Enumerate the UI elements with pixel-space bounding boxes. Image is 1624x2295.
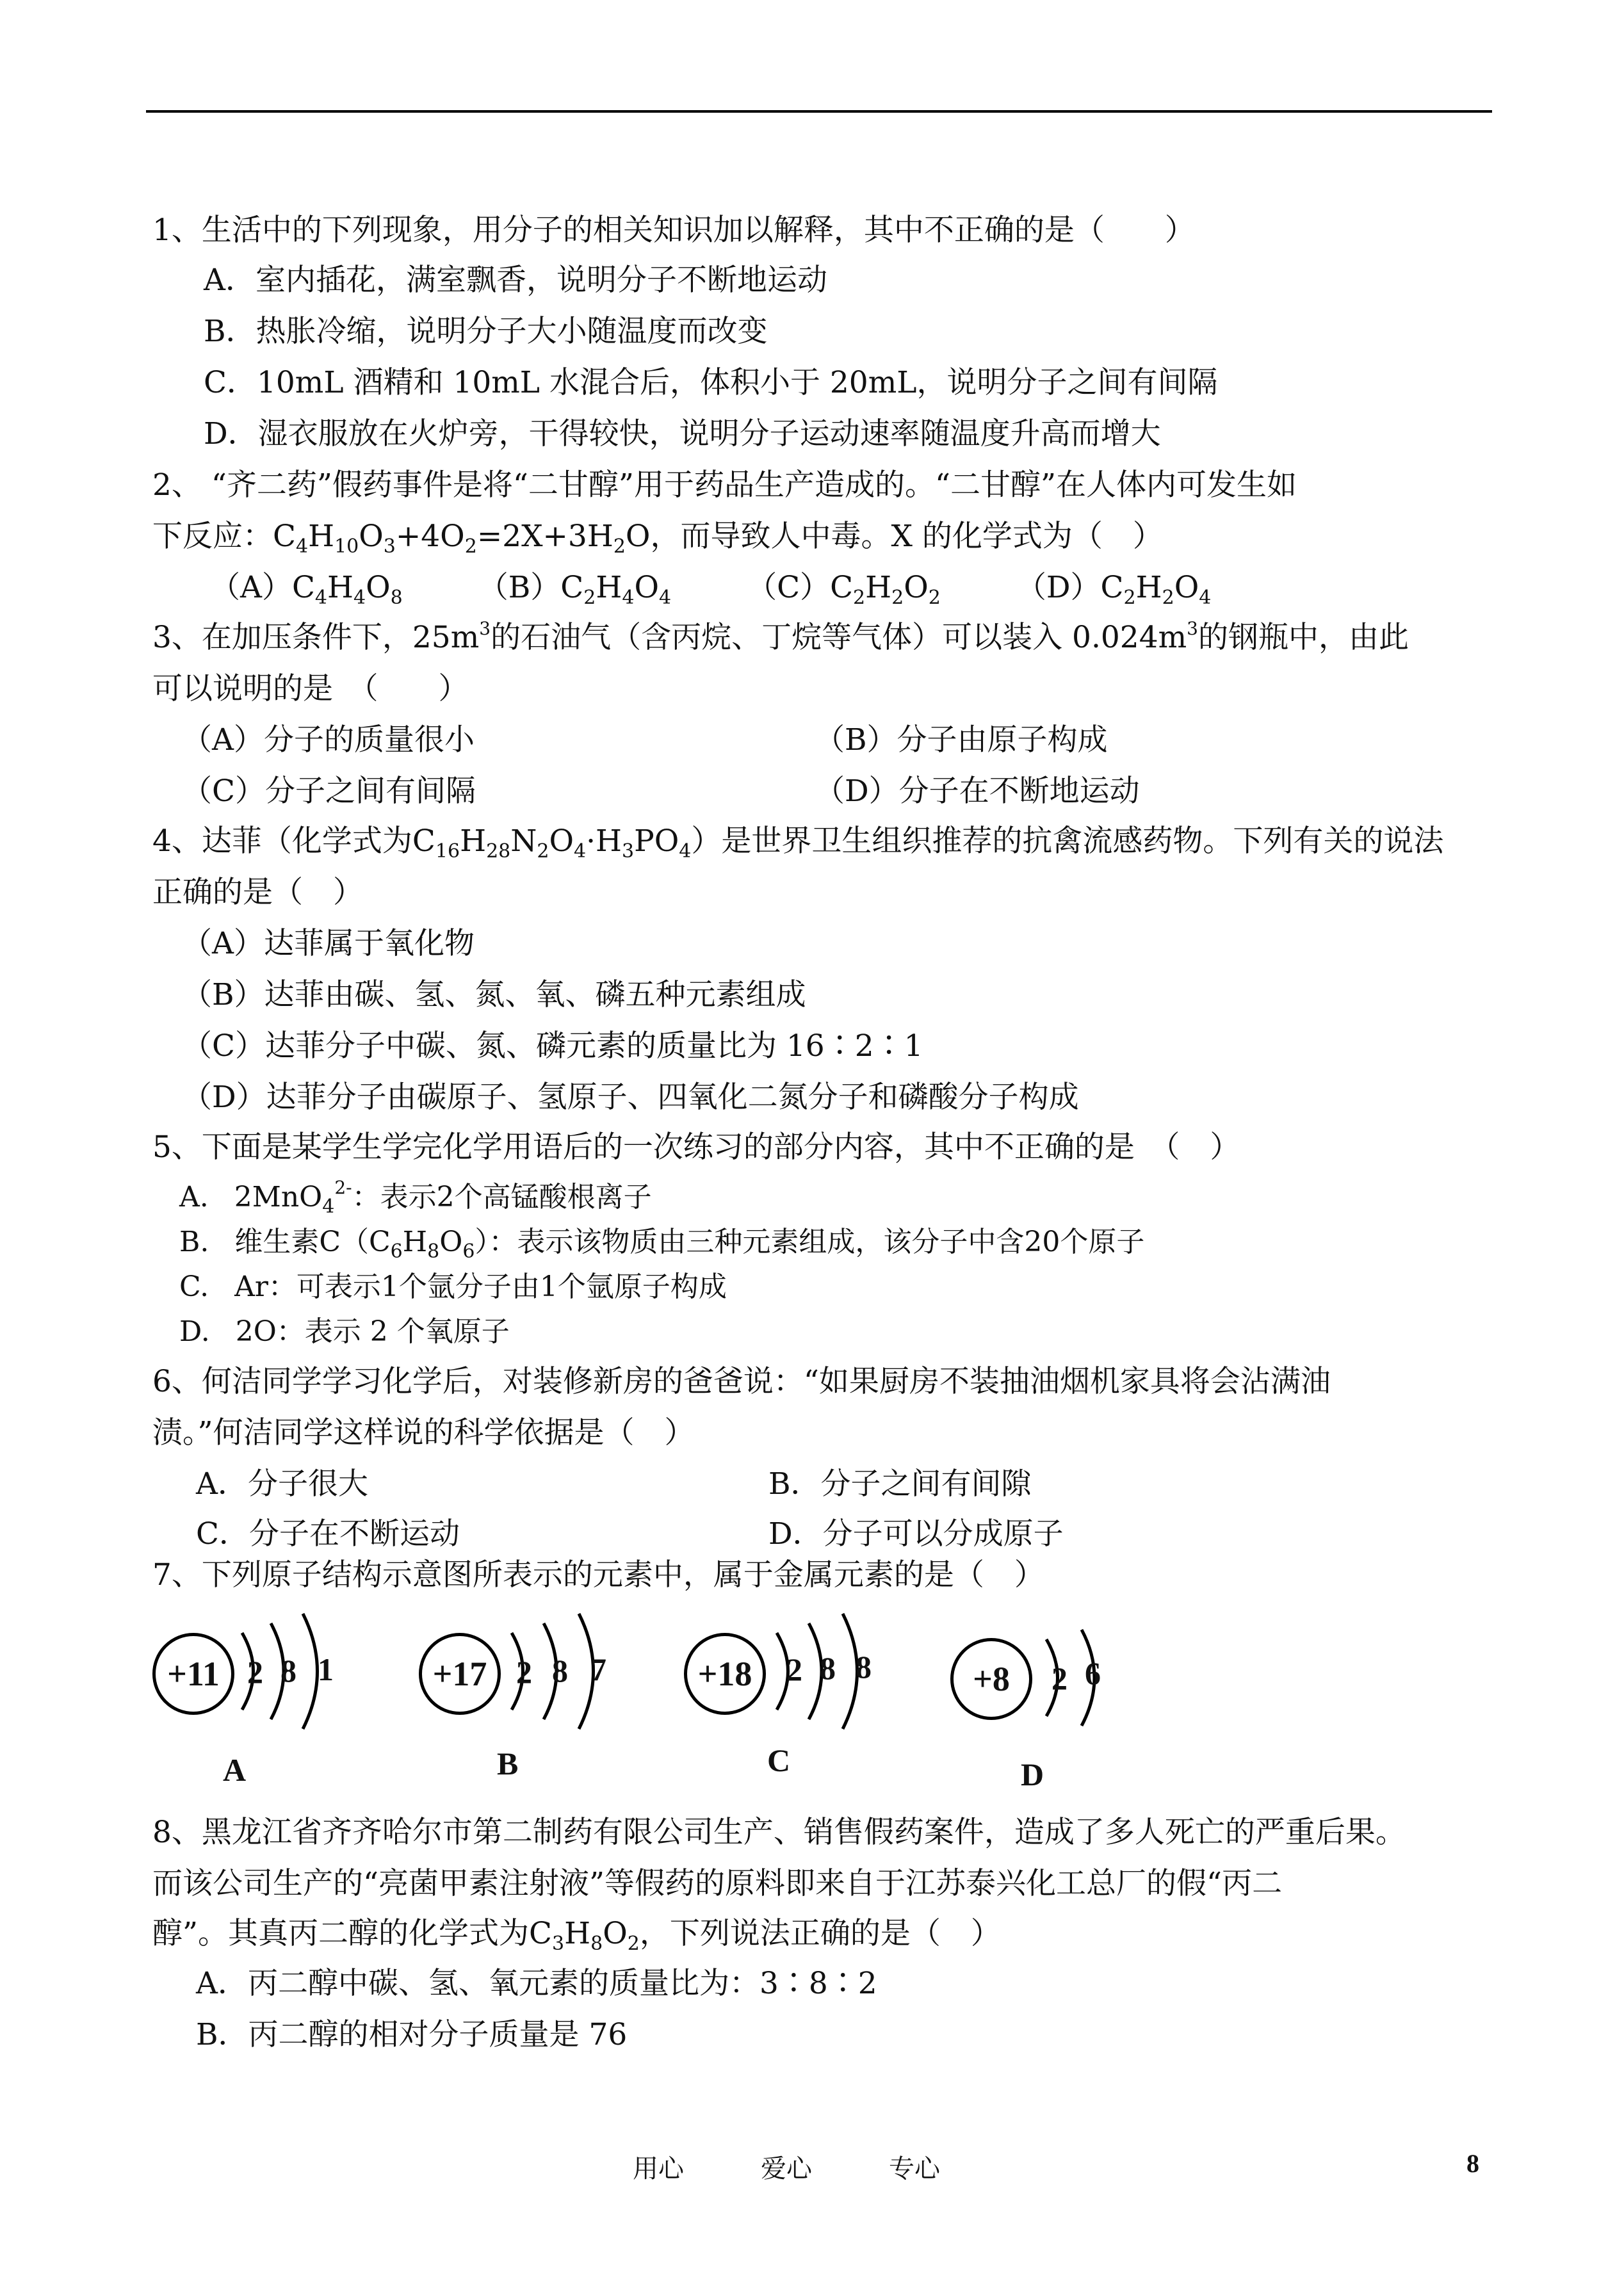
q4-formula: $C_{16}H_{28}N_2O_4\cdot H_3PO_4$ <box>412 823 692 863</box>
q6-stem-line1: 6、何洁同学学习化学后，对装修新房的爸爸说：“如果厨房不装抽油烟机家具将会沾满油 <box>152 1364 1331 1399</box>
footer-motto-1: 用心 <box>633 2154 684 2184</box>
q2-stem-prefix: 下反应： <box>152 519 273 554</box>
q4-stem-line2: 正确的是（ ） <box>152 875 363 910</box>
shell-1-electrons: 2 <box>786 1651 802 1687</box>
q4-option-b: （B）达菲由碳、氢、氮、氧、磷五种元素组成 <box>182 977 806 1012</box>
atom-diagram-b <box>419 1607 669 1806</box>
q2-option-a: $(A)C_4H_4O_8$ <box>210 570 403 609</box>
q8-formula: $C_3H_8O_2$ <box>529 1916 640 1955</box>
q6-option-c: C．分子在不断运动 <box>196 1516 460 1552</box>
shell-3-electrons: 8 <box>856 1649 872 1685</box>
q6-option-b: B．分子之间有间隙 <box>768 1466 1032 1502</box>
q6-stem-line2: 渍。”何洁同学这样说的科学依据是（ ） <box>152 1415 695 1450</box>
q4-option-c: （C）达菲分子中碳、氮、磷元素的质量比为 16∶2∶1 <box>182 1028 923 1064</box>
page-number: 8 <box>1466 2149 1479 2178</box>
q2-stem-suffix: ，而导致人中毒。X 的化学式为（ ） <box>650 519 1163 554</box>
q7-stem: 7、下列原子结构示意图所表示的元素中，属于金属元素的是（ ） <box>152 1557 1044 1593</box>
q3-option-d: （D）分子在不断地运动 <box>815 774 1140 809</box>
footer-motto-2: 爱心 <box>761 2154 812 2184</box>
q6-option-d: D．分子可以分成原子 <box>768 1516 1064 1552</box>
q4-option-d: （D）达菲分子由碳原子、氢原子、四氧化二氮分子和磷酸分子构成 <box>182 1080 1079 1115</box>
nucleus: +8 <box>950 1638 1032 1720</box>
q8-stem-line3: 醇”。其真丙二醇的化学式为$C_3H_8O_2$，下列说法正确的是（ ） <box>152 1916 1001 1955</box>
q2-options <box>210 569 1287 607</box>
q3-stem-line1: 3、在加压条件下，$25m^3$的石油气（含丙烷、丁烷等气体）可以装入 $0.024m^3$的钢瓶中，由此 <box>152 618 1409 655</box>
q8-stem-line1: 8、黑龙江省齐齐哈尔市第二制药有限公司生产、销售假药案件，造成了多人死亡的严重后果。 <box>152 1815 1406 1850</box>
q4-option-a: （A）达菲属于氧化物 <box>182 926 475 961</box>
shell-1-electrons: 2 <box>247 1654 263 1690</box>
q3-option-a: （A）分子的质量很小 <box>182 722 475 758</box>
q5-option-a: A. 2MnO$_4^{2-}$：表示2个高锰酸根离子 <box>179 1177 652 1218</box>
q8-stem-line2: 而该公司生产的“亮菌甲素注射液”等假药的原料即来自于江苏泰兴化工总厂的假“丙二 <box>152 1866 1283 1901</box>
q5-option-c: C. Ar：可表示1个氩分子由1个氩原子构成 <box>179 1270 727 1303</box>
shell-1-electrons: 2 <box>1052 1660 1068 1696</box>
shell-2-electrons: 8 <box>280 1653 296 1689</box>
atom-diagram-a <box>152 1607 402 1806</box>
header-rule <box>146 110 1492 113</box>
shell-3-electrons: 1 <box>318 1651 334 1687</box>
shell-3-electrons: 7 <box>590 1651 606 1687</box>
atom-label: D <box>1021 1756 1044 1792</box>
q8-option-b: B．丙二醇的相对分子质量是 76 <box>196 2017 628 2052</box>
q2-stem-line1: 2、 “齐二药”假药事件是将“二甘醇”用于药品生产造成的。“二甘醇”在人体内可发生如 <box>152 467 1297 503</box>
q1-option-b: B．热胀冷缩，说明分子大小随温度而改变 <box>204 314 768 349</box>
q1-option-a: A．室内插花，满室飘香，说明分子不断地运动 <box>204 263 827 298</box>
q1-stem: 1、生活中的下列现象，用分子的相关知识加以解释，其中不正确的是（ ） <box>152 213 1195 248</box>
atom-label: B <box>497 1746 519 1781</box>
shell-1-electrons: 2 <box>516 1654 532 1690</box>
q6-option-a: A．分子很大 <box>196 1466 368 1502</box>
q5-option-d: D. 2O：表示 2 个氧原子 <box>179 1315 510 1348</box>
shell-2-electrons: 8 <box>820 1650 836 1686</box>
atom-diagram-d <box>950 1607 1200 1806</box>
q8-option-a: A．丙二醇中碳、氢、氧元素的质量比为：3∶8∶2 <box>196 1966 877 2001</box>
q1-option-d: D．湿衣服放在火炉旁，干得较快，说明分子运动速率随温度升高而增大 <box>204 416 1161 451</box>
atom-label: A <box>223 1752 247 1788</box>
nucleus: +11 <box>152 1633 234 1715</box>
footer-motto-3: 专心 <box>889 2154 940 2184</box>
q3-option-c: （C）分子之间有间隔 <box>182 774 476 809</box>
q2-option-d: $(D)C_2H_2O_4$ <box>1016 570 1212 609</box>
q5-option-b: B. 维生素$C(C_6H_8O_6)$：表示该物质由三种元素组成，该分子中含20个原子 <box>179 1226 1145 1263</box>
q1-option-c: C．10mL 酒精和 10mL 水混合后，体积小于 20mL，说明分子之间有间隔 <box>204 365 1218 400</box>
q2-option-c: $(C)C_2H_2O_2$ <box>747 570 941 609</box>
atom-label: C <box>767 1742 791 1778</box>
q2-option-b: $(B)C_2H_4O_4$ <box>478 570 672 609</box>
nucleus: +18 <box>684 1633 766 1715</box>
shell-2-electrons: 6 <box>1085 1655 1101 1691</box>
q3-option-b: （B）分子由原子构成 <box>815 722 1108 758</box>
q2-equation: $C_4H_{10}O_3+4O_2=2X+3H_2O$ <box>273 519 651 558</box>
q5-stem: 5、下面是某学生学完化学用语后的一次练习的部分内容，其中不正确的是 （ ） <box>152 1130 1240 1165</box>
q3-stem-line2: 可以说明的是 （ ） <box>152 671 469 706</box>
q4-stem-line1: 4、达菲（化学式为$C_{16}H_{28}N_2O_4\cdot H_3PO_4$）是世界卫生组织推荐的抗禽流感药物。下列有关的说法 <box>152 823 1444 863</box>
atom-diagram-c <box>684 1607 934 1806</box>
nucleus: +17 <box>419 1633 501 1715</box>
shell-2-electrons: 8 <box>552 1653 568 1689</box>
q2-stem-line2 <box>152 517 1163 556</box>
